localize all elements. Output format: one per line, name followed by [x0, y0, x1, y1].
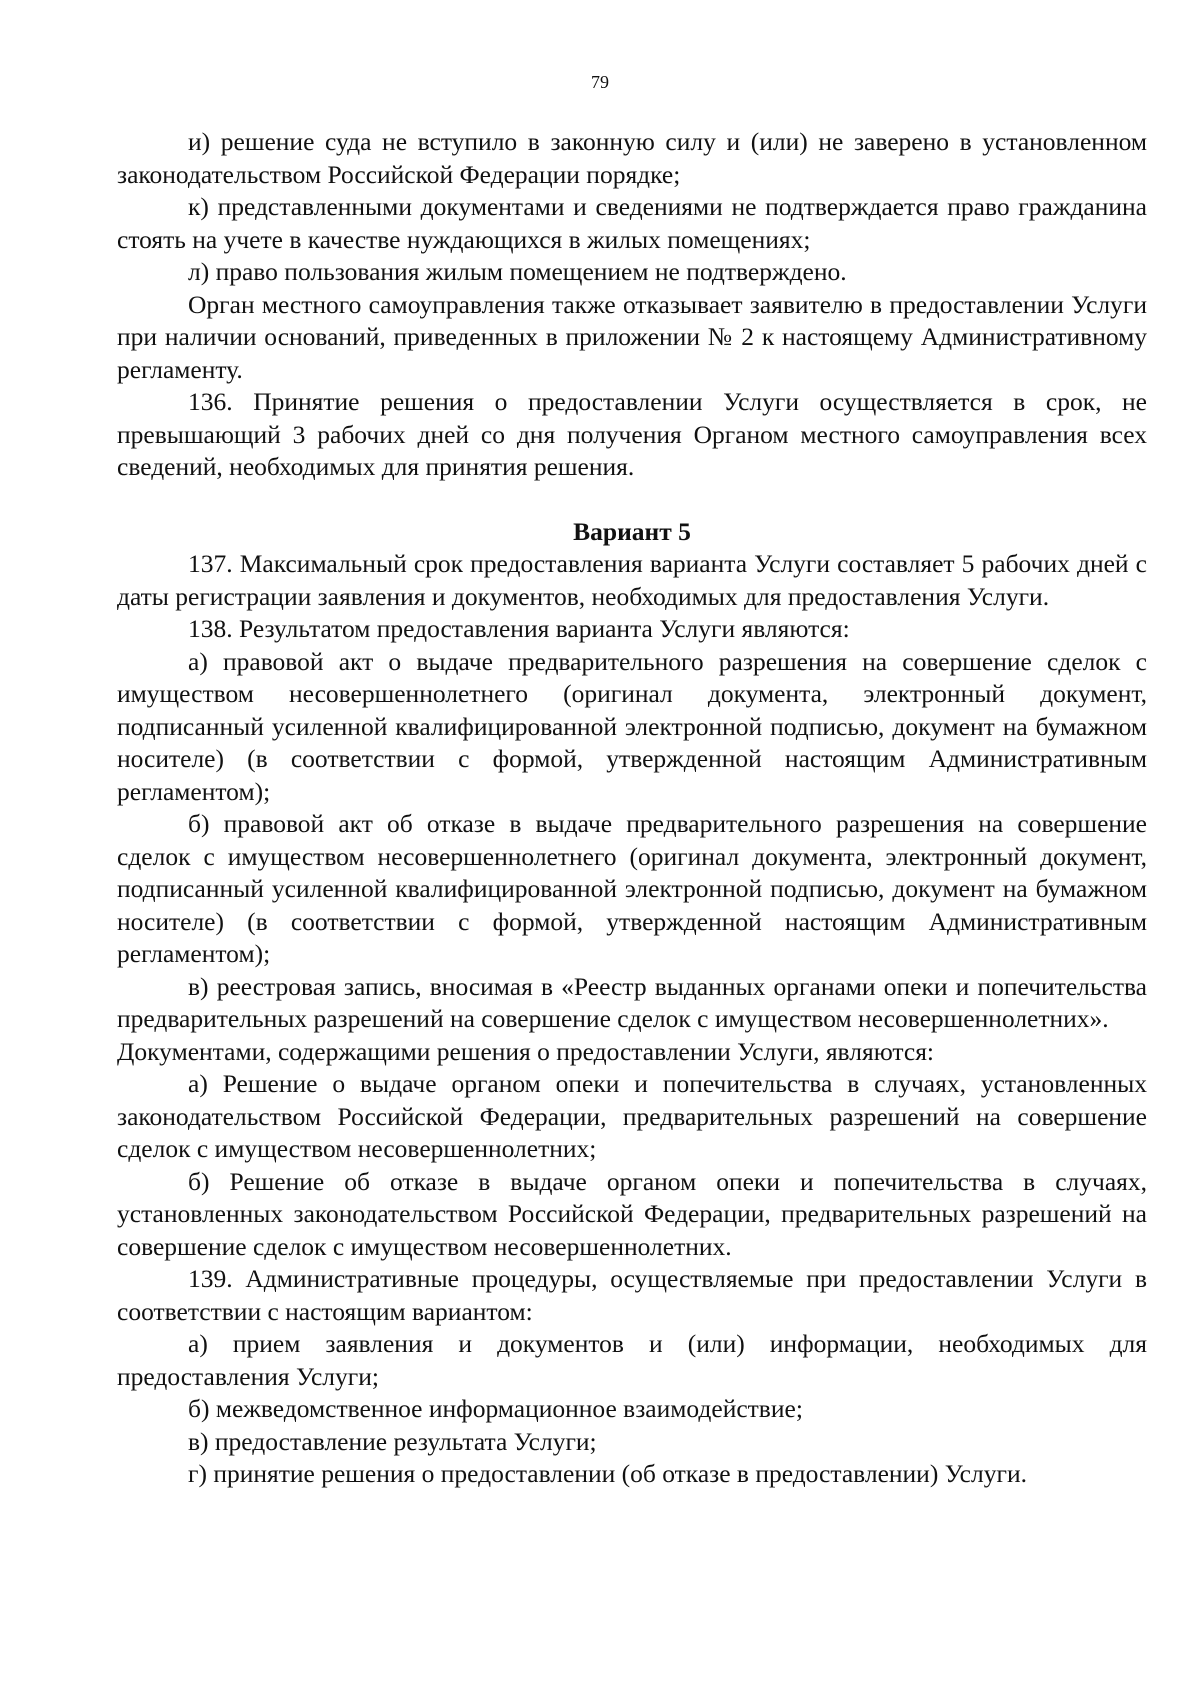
paragraph-136: 136. Принятие решения о предоставлении Услуги осуществляется в срок, не превышающий 3 рабочих дней со дня получения Органом местного самоуправления всех сведений, необходимых для принятия решения. — [117, 387, 1147, 481]
result-item-a: а) правовой акт о выдаче предварительного разрешения на совершение сделок с имуществом несовершеннолетнего (оригинал документа, электронный документ, подписанный усиленной квалифицированной электронной подписью, документ на бумажном носителе) (в соответствии с формой, утвержденной настоящим Административным регламентом); — [117, 646, 1147, 806]
document-item-b: б) Решение об отказе в выдаче органом опеки и попечительства в случаях, установленных законодательством Российской Федерации, предварительных разрешений на совершение сделок с имуществом несовершеннолетних. — [117, 1166, 1147, 1261]
paragraph-item-l: л) право пользования жилым помещением не подтверждено. — [188, 257, 847, 286]
document-item-a: а) Решение о выдаче органом опеки и попечительства в случаях, установленных законодательством Российской Федерации, предварительных разрешений на совершение сделок с имуществом несовершеннолетних; — [117, 1069, 1147, 1163]
paragraph-139: 139. Административные процедуры, осуществляемые при предоставлении Услуги в соответствии с настоящим вариантом: — [117, 1264, 1147, 1326]
procedure-item-a: а) прием заявления и документов и (или) информации, необходимых для предоставления Услуги; — [117, 1329, 1147, 1391]
procedure-item-g: г) принятие решения о предоставлении (об отказе в предоставлении) Услуги. — [188, 1459, 1027, 1488]
paragraph-item-k: к) представленными документами и сведениями не подтверждается право гражданина стоять на учете в качестве нуждающихся в жилых помещениях; — [117, 192, 1147, 254]
paragraph-item-i: и) решение суда не вступило в законную силу и (или) не заверено в установленном законодательством Российской Федерации порядке; — [117, 127, 1147, 189]
result-item-v: в) реестровая запись, вносимая в «Реестр выданных органами опеки и попечительства предварительных разрешений на совершение сделок с имуществом несовершеннолетних». — [117, 971, 1147, 1033]
documents-intro: Документами, содержащими решения о предоставлении Услуги, являются: — [117, 1036, 935, 1066]
document-body — [117, 126, 1147, 1491]
page-number: 79 — [591, 72, 609, 92]
procedure-item-b: б) межведомственное информационное взаимодействие; — [188, 1394, 803, 1423]
section-heading-variant-5: Вариант 5 — [573, 516, 691, 546]
procedure-item-v: в) предоставление результата Услуги; — [188, 1426, 597, 1456]
paragraph-138: 138. Результатом предоставления варианта Услуги являются: — [188, 614, 850, 643]
result-item-b: б) правовой акт об отказе в выдаче предварительного разрешения на совершение сделок с имуществом несовершеннолетнего (оригинал документа, электронный документ, подписанный усиленной квалифицированной электронной подписью, документ на бумажном носителе) (в соответствии с формой, утвержденной настоящим Административным регламентом); — [117, 809, 1147, 968]
paragraph-refusal-grounds: Орган местного самоуправления также отказывает заявителю в предоставлении Услуги при наличии оснований, приведенных в приложении № 2 к настоящему Административному регламенту. — [117, 289, 1147, 384]
paragraph-137: 137. Максимальный срок предоставления варианта Услуги составляет 5 рабочих дней с даты регистрации заявления и документов, необходимых для предоставления Услуги. — [117, 549, 1147, 611]
